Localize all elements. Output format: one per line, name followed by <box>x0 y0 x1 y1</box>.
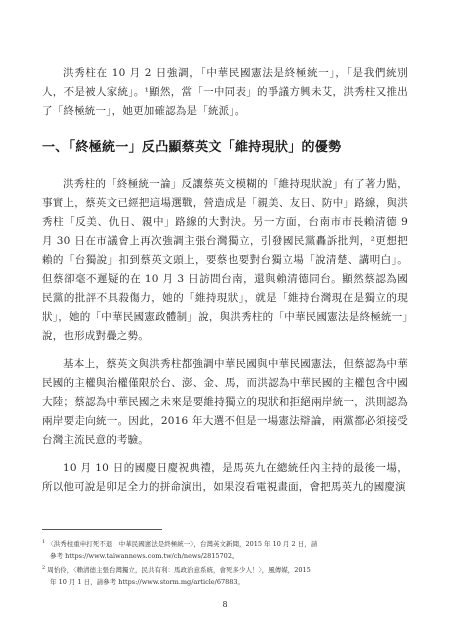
footnote-mark: 1 <box>42 539 46 545</box>
paragraph-3: 基本上，蔡英文與洪秀柱都強調中華民國與中華民國憲法，但蔡認為中華民國的主權與治權僅限於台、澎、金、馬，而洪認為中華民國的主權包含中國大陸；蔡認為中華民國之未來是要維持獨立的現狀和拒絕兩岸統一，洪則認為兩岸要走向統一。因此，2016 年大選不但是一場憲法辯論，兩黨都必須接受台灣主流民意的考驗。 <box>42 358 408 446</box>
paragraph-2: 洪秀柱的「終極統一論」反讓蔡英文模糊的「維持現狀說」有了著力點，事實上，蔡英文已經把這場選戰，營造成是「親美、友日、防中」路線，與洪秀柱「反美、仇日、親中」路線的大對決。另一方面，台南市市長賴清德 9 月 30 日在市議會上再次強調主張台灣獨立，引發國民黨轟訴批判，²更想把賴的「台獨說」扣到蔡英文頭上，要蔡也要對台獨立場「說清楚、講明白」。但蔡卻毫不遲疑的在 10 月 3 日訪問台南，還與賴清德同台。顯然蔡認為國民黨的批評不具殺傷力，她的「維持現狀」，就是「維持台灣現在是獨立的現狀」，她的「中華民國憲政體制」說，與洪秀柱的「中華民國憲法是終極統一」說，也形成對疊之勢。 <box>42 178 408 342</box>
footnote-text-cont: 參考 https://www.taiwannews.com.tw/ch/news/2815702。 <box>50 552 239 561</box>
footnote-divider <box>42 529 162 530</box>
page-number: 8 <box>222 600 228 609</box>
footnote-text-cont: 年 10 月 1 日，請參考 https://www.storm.mg/article/67883。 <box>50 578 245 587</box>
footnote-text: 〈洪秀柱重申打死不退 中華民國憲法是終極統一〉，台灣英文新聞，2015 年 10 月 2 日，請 <box>47 540 318 549</box>
footnote-1 <box>42 536 408 562</box>
section-heading: 一、「終極統一」反凸顯蔡英文「維持現狀」的優勢 <box>42 140 342 155</box>
footnote-text: 周怡伶，〈賴清德主張台灣獨立，民共有利：馬政治意系統，會死多少人！〉，風傳媒，2015 <box>47 566 311 575</box>
footnote-2 <box>42 562 408 588</box>
paragraph-4: 10 月 10 日的國慶日慶祝典禮，是馬英九在總統任內主持的最後一場，所以他可說是卯足全力的拼命演出，如果沒看電視畫面，會把馬英九的國慶演 <box>42 462 408 493</box>
footnote-mark: 2 <box>42 565 46 572</box>
paragraph-intro: 洪秀柱在 10 月 2 日強調，「中華民國憲法是終極統一」，「是我們統別人，不是被人家統」。¹顯然，當「一中同表」的爭議方興未艾，洪秀柱又推出了「終極統一」，她更加確認為是「統派」。 <box>42 67 408 117</box>
